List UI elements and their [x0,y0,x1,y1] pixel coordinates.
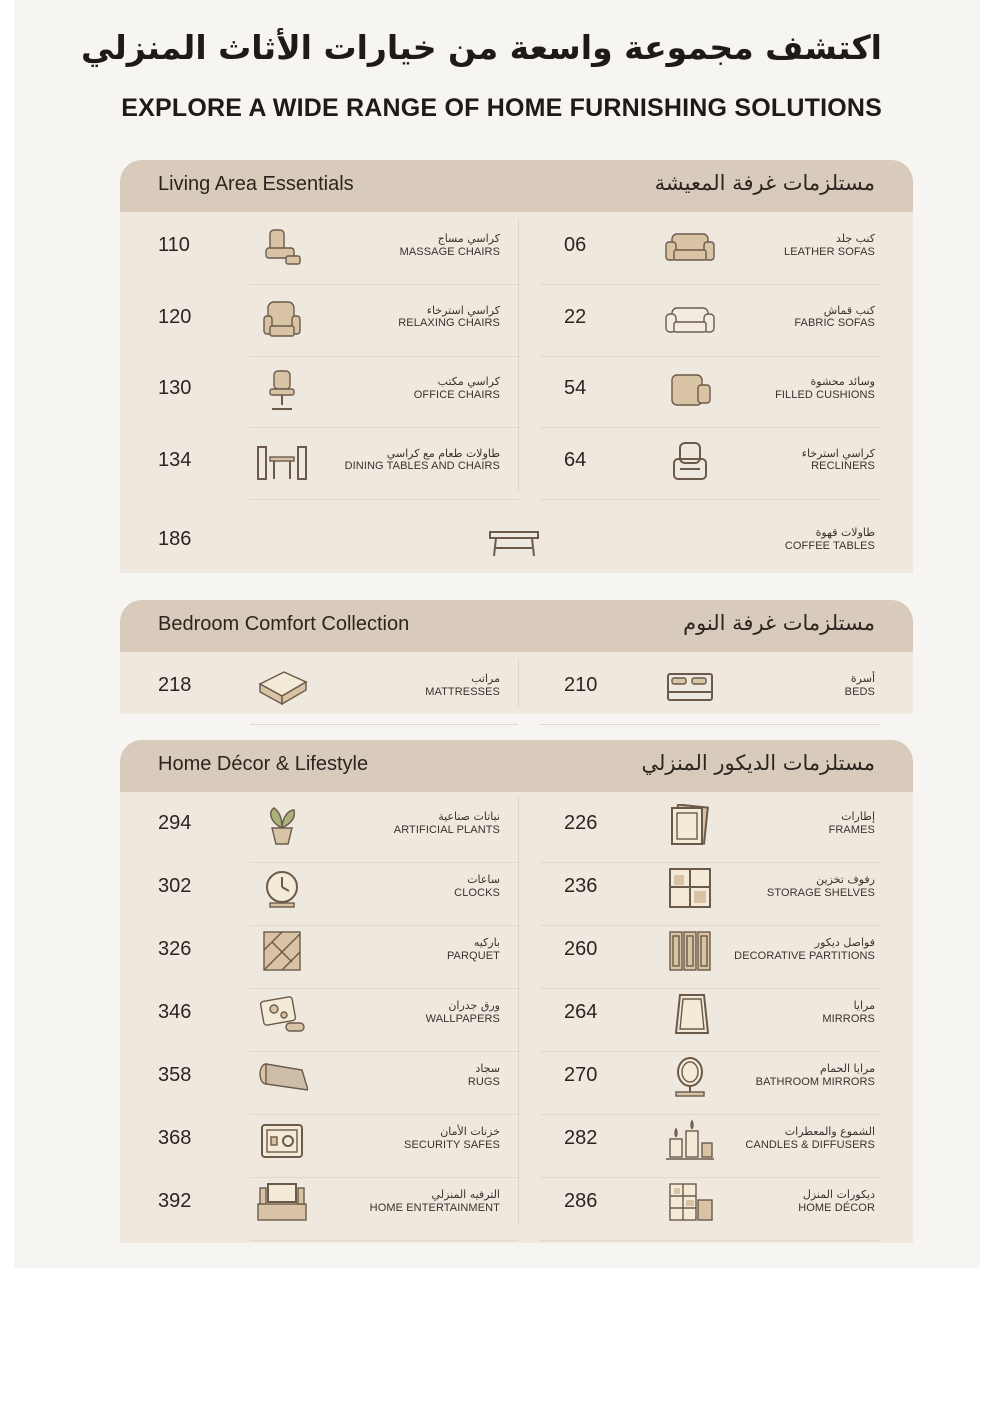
entry-label-arabic: كراسي مكتب [437,375,500,388]
page-number: 392 [158,1190,192,1212]
entry-label-english: RECLINERS [811,460,875,473]
page-number: 368 [158,1127,192,1149]
catalog-entry[interactable] [120,504,913,576]
section-header [120,740,913,792]
page-number: 54 [564,377,587,399]
entry-label [300,936,500,964]
column-divider [518,218,519,492]
page-number: 326 [158,938,192,960]
page-title-arabic: اكتشف مجموعة واسعة من خيارات الأثاث المنزلي [81,28,882,67]
entry-label [705,375,875,403]
coffee-table-icon [488,520,540,564]
entry-label-english: OFFICE CHAIRS [413,388,500,401]
page-number: 264 [564,1001,598,1023]
entry-label [705,672,875,700]
page-number: 358 [158,1064,192,1086]
page-number: 260 [564,938,598,960]
home-decor-section [120,740,913,1243]
row-divider [250,724,518,725]
entry-label [300,375,500,403]
catalog-entry[interactable] [540,1042,913,1114]
catalog-entry[interactable] [120,1105,518,1177]
entry-label-arabic: الترفيه المنزلي [431,1188,500,1201]
entry-label-english: BEDS [844,685,875,698]
entry-label [300,447,500,475]
entry-label [705,1062,875,1090]
catalog-entry[interactable] [540,355,913,427]
catalog-entry[interactable] [120,212,518,284]
entry-label [705,1125,875,1153]
entry-label-english: CANDLES & DIFFUSERS [745,1138,875,1151]
entry-label [300,672,500,700]
catalog-entry[interactable] [120,853,518,925]
entry-label [300,873,500,901]
entry-label-english: FILLED CUSHIONS [775,388,875,401]
section-title-arabic: مستلزمات الديكور المنزلي [641,751,875,775]
entry-label-arabic: الشموع والمعطرات [784,1125,875,1138]
entry-label-english: STORAGE SHELVES [766,886,875,899]
entry-label-english: SECURITY SAFES [404,1138,500,1151]
catalog-entry[interactable] [120,355,518,427]
catalog-entry[interactable] [120,979,518,1051]
section-header [120,600,913,652]
page-number: 286 [564,1190,598,1212]
catalog-entry[interactable] [120,1168,518,1240]
entry-label-arabic: مرايا الحمام [820,1062,875,1075]
catalog-entry[interactable] [540,916,913,988]
entry-label-arabic: طاولات قهوة [815,526,875,539]
entry-label-arabic: كنب جلد [835,232,875,245]
entry-label-english: ARTIFICIAL PLANTS [393,823,500,836]
catalog-entry[interactable] [120,427,518,499]
entry-label-english: WALLPAPERS [425,1012,500,1025]
entry-label-english: HOME ENTERTAINMENT [369,1201,500,1214]
entry-label [705,526,875,554]
entry-label-arabic: أسرة [850,672,875,685]
catalog-entry[interactable] [120,916,518,988]
entry-label-arabic: نباتات صناعية [438,810,500,823]
entry-label-english: FRAMES [828,823,875,836]
catalog-entry[interactable] [540,979,913,1051]
catalog-entry[interactable] [540,652,913,724]
entry-label-english: MATTRESSES [425,685,500,698]
entry-label-arabic: ديكورات المنزل [802,1188,875,1201]
page-number: 130 [158,377,192,399]
catalog-entry[interactable] [540,284,913,356]
page-number: 218 [158,674,192,696]
entry-label-arabic: كراسي مساج [437,232,500,245]
catalog-entry[interactable] [540,790,913,862]
page-number: 282 [564,1127,598,1149]
entry-label-english: RELAXING CHAIRS [398,317,500,330]
entry-label [300,1062,500,1090]
section-title-english: Bedroom Comfort Collection [158,613,410,635]
entry-label-english: FABRIC SOFAS [794,317,875,330]
entry-label-english: PARQUET [446,949,500,962]
entry-label [300,1125,500,1153]
catalog-entry[interactable] [120,1042,518,1114]
catalog-entry[interactable] [120,284,518,356]
catalog-entry[interactable] [540,212,913,284]
entry-label-arabic: إطارات [841,810,875,823]
entry-label [705,873,875,901]
entry-label-arabic: طاولات طعام مع كراسي [386,446,500,460]
catalog-entry[interactable] [120,790,518,862]
entry-label [300,304,500,332]
page-number: 294 [158,812,192,834]
page-number: 134 [158,448,192,471]
page-number: 270 [564,1064,598,1086]
section-title-arabic: مستلزمات غرفة المعيشة [654,171,875,195]
bedroom-section [120,600,913,714]
section-title-english: Living Area Essentials [158,173,354,195]
page-number: 64 [564,448,587,471]
page-number: 236 [564,875,598,897]
entry-label-arabic: ورق جدران [448,999,500,1012]
entry-label-english: MIRRORS [822,1012,875,1025]
entry-label-english: DECORATIVE PARTITIONS [734,949,875,962]
entry-label [705,447,875,475]
entry-label-english: BATHROOM MIRRORS [755,1075,875,1088]
entry-label-arabic: رفوف تخزين [816,873,875,886]
entry-label-english: HOME DÉCOR [798,1201,875,1214]
entry-label [705,936,875,964]
entry-label-english: COFFEE TABLES [784,539,875,552]
page-title-english: EXPLORE A WIDE RANGE OF HOME FURNISHING SOLUTIONS [121,94,882,122]
page-number: 346 [158,1001,192,1023]
entry-label-arabic: فواصل ديكور [814,936,875,949]
catalog-entry[interactable] [540,427,913,499]
row-divider [250,499,518,500]
entry-label-arabic: كراسي استرخاء [426,303,500,317]
entry-label-arabic: مراتب [471,672,500,685]
page-number: 120 [158,305,192,328]
entry-label [705,810,875,838]
section-title-arabic: مستلزمات غرفة النوم [683,611,875,635]
entry-label [705,232,875,260]
entry-label-arabic: خزنات الأمان [440,1125,500,1138]
entry-label-arabic: ساعات [467,873,500,886]
entry-label-english: RUGS [467,1075,500,1088]
entry-label [300,999,500,1027]
entry-label [705,304,875,332]
catalog-entry[interactable] [540,853,913,925]
entry-label [705,1188,875,1216]
row-divider [540,1240,880,1241]
entry-label-english: MASSAGE CHAIRS [399,245,500,258]
entry-label-english: CLOCKS [454,886,500,899]
page-number: 186 [158,528,192,550]
page-number: 302 [158,875,192,897]
entry-label-arabic: كراسي استرخاء [801,446,875,460]
entry-label-arabic: مرايا [853,999,875,1012]
catalog-entry[interactable] [120,652,518,724]
entry-label [300,810,500,838]
row-divider [540,724,880,725]
entry-label [705,999,875,1027]
section-title-english: Home Décor & Lifestyle [158,753,369,775]
entry-label-arabic: كنب قماش [823,303,875,317]
page-number: 226 [564,812,598,834]
catalog-entry[interactable] [540,1105,913,1177]
row-divider [250,1240,518,1241]
catalog-entry[interactable] [540,1168,913,1240]
entry-label-english: DINING TABLES AND CHAIRS [344,460,500,473]
page-number: 22 [564,305,587,328]
entry-label [300,1188,500,1216]
column-divider [518,658,519,708]
page-number: 06 [564,234,587,256]
entry-label-english: LEATHER SOFAS [784,245,875,258]
page-number: 110 [158,234,190,256]
row-divider [540,499,880,500]
entry-label-arabic: باركيه [473,936,500,949]
page-number: 210 [564,674,598,696]
section-header [120,160,913,212]
living-area-section [120,160,913,573]
entry-label-arabic: وسائد محشوة [810,375,875,388]
column-divider [518,796,519,1225]
entry-label [300,232,500,260]
entry-label-arabic: سجاد [475,1062,500,1075]
